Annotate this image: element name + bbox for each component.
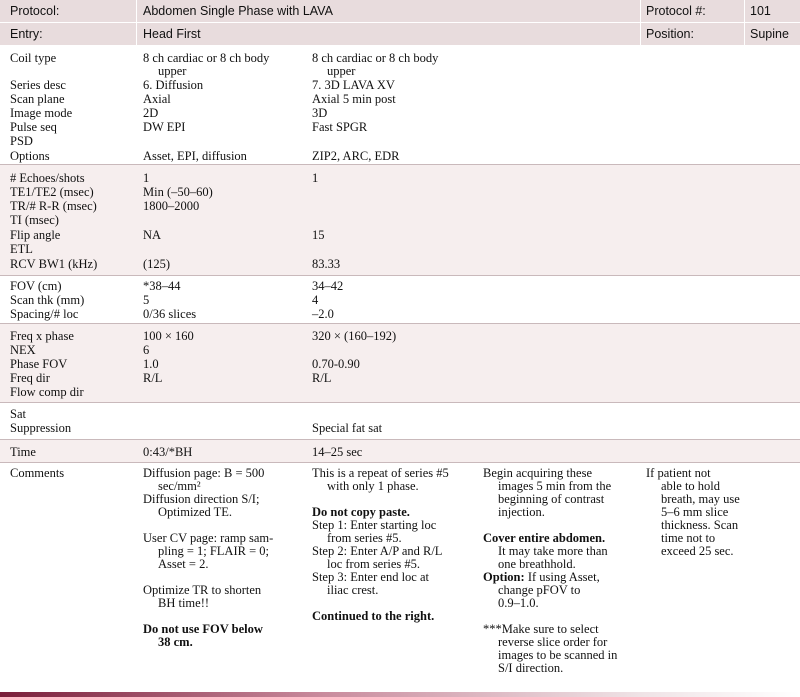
time-s7: 14–25 sec [312, 445, 363, 459]
row-label-freq-dir: Freq dir [10, 371, 50, 385]
protocol-number-value: 101 [750, 4, 771, 18]
comment-line: images 5 min from the [498, 479, 612, 493]
position-value: Supine [750, 27, 789, 41]
fov-s7: 34–42 [312, 279, 344, 293]
section-divider [0, 439, 800, 440]
fov-s6: *38–44 [143, 279, 181, 293]
row-label-flip-angle: Flip angle [10, 228, 61, 242]
image-mode-s7: 3D [312, 106, 328, 120]
row-label-echoes: # Echoes/shots [10, 171, 85, 185]
comment-line: one breathhold. [498, 557, 576, 571]
comment-line: sec/mm² [158, 479, 201, 493]
row-label-etl: ETL [10, 242, 33, 256]
comments-series6 [143, 467, 303, 649]
option-label: Option: [483, 570, 525, 584]
row-label-fov: FOV (cm) [10, 279, 62, 293]
comments-note [646, 467, 796, 558]
comment-line: time not to [661, 531, 716, 545]
comment-line: loc from series #5. [327, 557, 421, 571]
comment-line: User CV page: ramp sam- [143, 531, 274, 545]
row-label-rcv-bw: RCV BW1 (kHz) [10, 257, 98, 271]
entry-label: Entry: [10, 27, 43, 41]
spacing-s6: 0/36 slices [143, 307, 197, 321]
scan-thk-s7: 4 [312, 293, 319, 307]
rcv-bw-s7: 83.33 [312, 257, 341, 271]
scan-plane-s6: Axial [143, 92, 171, 106]
comment-line: change pFOV to [498, 583, 581, 597]
comment-line: BH time!! [158, 596, 210, 610]
options-s7: ZIP2, ARC, EDR [312, 149, 400, 163]
row-label-suppression: Suppression [10, 421, 72, 435]
row-label-comments: Comments [10, 466, 65, 480]
scan-thk-s6: 5 [143, 293, 150, 307]
comment-line: ***Make sure to select [483, 622, 599, 636]
comment-line: Step 3: Enter end loc at [312, 570, 429, 584]
entry-value: Head First [143, 27, 201, 41]
row-label-coil-type: Coil type [10, 51, 57, 65]
pulse-seq-s7: Fast SPGR [312, 120, 368, 134]
comment-line: This is a repeat of series #5 [312, 466, 449, 480]
protocol-number-label: Protocol #: [646, 4, 706, 18]
comment-warning: Do not use FOV below [143, 622, 263, 636]
protocol-value: Abdomen Single Phase with LAVA [143, 4, 333, 18]
comment-line: exceed 25 sec. [661, 544, 734, 558]
section-divider [0, 275, 800, 276]
options-s6: Asset, EPI, diffusion [143, 149, 247, 163]
row-label-series-desc: Series desc [10, 78, 66, 92]
comment-line: Diffusion direction S/I; [143, 492, 260, 506]
section-divider [0, 164, 800, 165]
coil-type-s6-cont: upper [158, 64, 187, 78]
freq-dir-s7: R/L [312, 371, 332, 385]
freq-dir-s6: R/L [143, 371, 163, 385]
comment-line: beginning of contrast [498, 492, 605, 506]
row-label-psd: PSD [10, 134, 33, 148]
row-label-tr: TR/# R-R (msec) [10, 199, 97, 213]
col-divider [640, 0, 641, 46]
comments-series7 [312, 467, 477, 623]
flip-angle-s6: NA [143, 228, 162, 242]
comment-line: iliac crest. [327, 583, 379, 597]
freq-phase-s6: 100 × 160 [143, 329, 194, 343]
comments-series8 [483, 467, 643, 675]
phase-fov-s6: 1.0 [143, 357, 159, 371]
row-label-pulse-seq: Pulse seq [10, 120, 57, 134]
row-label-options: Options [10, 149, 50, 163]
pulse-seq-s6: DW EPI [143, 120, 186, 134]
coil-type-s7: 8 ch cardiac or 8 ch body [312, 51, 439, 65]
col-divider [744, 0, 745, 46]
col-divider [136, 0, 137, 46]
comment-line: Step 1: Enter starting loc [312, 518, 437, 532]
row-label-sat: Sat [10, 407, 26, 421]
echoes-s7: 1 [312, 171, 319, 185]
comment-line: Begin acquiring these [483, 466, 592, 480]
comment-line: S/I direction. [498, 661, 564, 675]
position-label: Position: [646, 27, 694, 41]
section-divider [0, 462, 800, 463]
comment-line: Optimize TR to shorten [143, 583, 262, 597]
comment-line: with only 1 phase. [327, 479, 419, 493]
series-desc-s6: 6. Diffusion [143, 78, 204, 92]
comment-line: from series #5. [327, 531, 402, 545]
comment-warning: Do not copy paste. [312, 505, 410, 519]
row-label-spacing: Spacing/# loc [10, 307, 79, 321]
comment-line: injection. [498, 505, 545, 519]
section-divider [0, 402, 800, 403]
time-s6: 0:43/*BH [143, 445, 193, 459]
comment-line: Asset = 2. [158, 557, 209, 571]
comment-line: breath, may use [661, 492, 740, 506]
series-desc-s7: 7. 3D LAVA XV [312, 78, 395, 92]
comment-line: pling = 1; FLAIR = 0; [158, 544, 269, 558]
coil-type-s6: 8 ch cardiac or 8 ch body [143, 51, 270, 65]
row-label-scan-thk: Scan thk (mm) [10, 293, 85, 307]
row-label-scan-plane: Scan plane [10, 92, 65, 106]
image-mode-s6: 2D [143, 106, 159, 120]
phase-fov-s7: 0.70-0.90 [312, 357, 360, 371]
suppression-s7: Special fat sat [312, 421, 383, 435]
comment-line: reverse slice order for [498, 635, 608, 649]
comment-line: able to hold [661, 479, 721, 493]
scan-plane-s7: Axial 5 min post [312, 92, 396, 106]
row-label-time: Time [10, 445, 36, 459]
section-divider [0, 323, 800, 324]
matrix-band [0, 324, 800, 402]
nex-s6: 6 [143, 343, 150, 357]
spacing-s7: –2.0 [312, 307, 334, 321]
protocol-label: Protocol: [10, 4, 60, 18]
comment-warning: Continued to the right. [312, 609, 435, 623]
echoes-s6: 1 [143, 171, 150, 185]
comment-warning: 38 cm. [158, 635, 193, 649]
comment-line: 5–6 mm slice [661, 505, 729, 519]
flip-angle-s7: 15 [312, 228, 325, 242]
row-label-ti: TI (msec) [10, 213, 59, 227]
timing-band [0, 165, 800, 275]
time-band [0, 440, 800, 462]
row-label-phase-fov: Phase FOV [10, 357, 68, 371]
option-text: If using Asset, [524, 570, 600, 584]
te-s6: Min (–50–60) [143, 185, 213, 199]
comment-warning: Cover entire abdomen. [483, 531, 606, 545]
comment-line: If patient not [646, 466, 711, 480]
coil-type-s7-cont: upper [327, 64, 356, 78]
comment-line: thickness. Scan [661, 518, 739, 532]
row-label-image-mode: Image mode [10, 106, 73, 120]
bottom-accent-bar [0, 692, 800, 697]
row-label-freq-phase: Freq x phase [10, 329, 74, 343]
rcv-bw-s6: (125) [143, 257, 171, 271]
tr-s6: 1800–2000 [143, 199, 200, 213]
freq-phase-s7: 320 × (160–192) [312, 329, 397, 343]
row-label-te: TE1/TE2 (msec) [10, 185, 94, 199]
comment-line: Optimized TE. [158, 505, 233, 519]
comment-line: Diffusion page: B = 500 [143, 466, 265, 480]
comment-line: Step 2: Enter A/P and R/L [312, 544, 443, 558]
comment-line: images to be scanned in [498, 648, 618, 662]
comment-line: 0.9–1.0. [498, 596, 539, 610]
row-label-nex: NEX [10, 343, 36, 357]
row-label-flow-comp: Flow comp dir [10, 385, 84, 399]
comment-line: It may take more than [498, 544, 608, 558]
